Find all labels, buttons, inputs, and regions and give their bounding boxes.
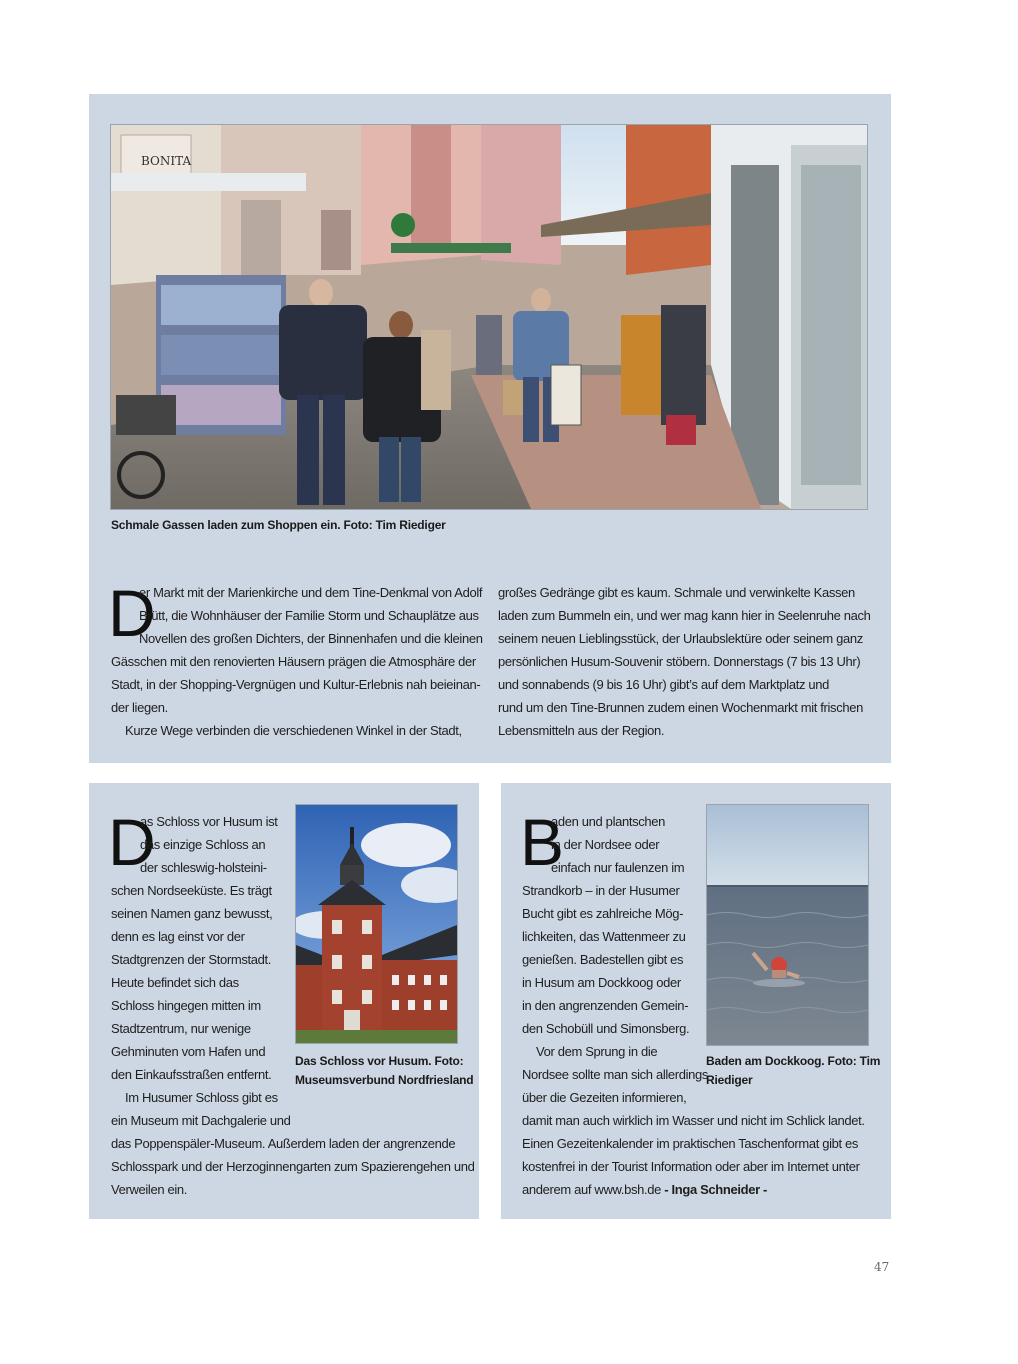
text-line: Gässchen mit den renovierten Häusern prägen die Atmosphäre der [111, 654, 476, 669]
caption-line: Museumsverbund Nordfriesland [295, 1073, 474, 1087]
text-line: das Poppenspäler-Museum. Außerdem laden der angrenzende [111, 1136, 456, 1151]
text-line: Schloss hingegen mitten im [111, 998, 261, 1013]
text-line: seinem neuen Lieblingsstück, der Urlaubslektüre oder seinem ganz [498, 631, 863, 646]
castle-dropcap: D [108, 805, 156, 879]
text-line: as Schloss vor Husum ist [140, 814, 278, 829]
text-line: kostenfrei in der Tourist Information oder aber im Internet unter [522, 1159, 860, 1174]
text-line: Vor dem Sprung in die [536, 1044, 658, 1059]
text-line: rund um den Tine-Brunnen zudem einen Wochenmarkt mit frischen [498, 700, 863, 715]
text-line: Einen Gezeitenkalender im praktischen Taschenformat gibt es [522, 1136, 859, 1151]
top-photo-caption: Schmale Gassen laden zum Shoppen ein. Foto: Tim Riediger [111, 518, 446, 532]
text-line: in der Nordsee oder [551, 837, 660, 852]
text-line: schen Nordseeküste. Es trägt [111, 883, 272, 898]
shop-sign-text: BONITA [141, 154, 192, 168]
text-line: persönlichen Husum-Souvenir stöbern. Donnerstags (7 bis 13 Uhr) [498, 654, 861, 669]
street-shopping-photo [110, 124, 868, 510]
text-line: großes Gedränge gibt es kaum. Schmale und verwinkelte Kassen [498, 585, 855, 600]
text-line: das einzige Schloss an [140, 837, 266, 852]
caption-line: Baden am Dockkoog. Foto: Tim [706, 1054, 881, 1068]
text-fragment: anderem auf www.bsh.de [522, 1182, 661, 1197]
beach-article-text [520, 805, 882, 1201]
text-line: laden zum Bummeln ein, und wer mag kann hier in Seelenruhe nach [498, 608, 871, 623]
top-dropcap: D [108, 576, 156, 650]
text-line: Strandkorb – in der Husumer [522, 883, 680, 898]
text-line: in den angrenzenden Gemein- [522, 998, 689, 1013]
caption-line: Das Schloss vor Husum. Foto: [295, 1054, 464, 1068]
text-line: der schleswig-holsteini- [140, 860, 267, 875]
text-line: Gehminuten vom Hafen und [111, 1044, 266, 1059]
text-line: in Husum am Dockkoog oder [522, 975, 681, 990]
text-line: Novellen des großen Dichters, der Binnenhafen und die kleinen [139, 631, 483, 646]
text-line: den Schobüll und Simonsberg. [522, 1021, 690, 1036]
text-line: den Einkaufsstraßen entfernt. [111, 1067, 272, 1082]
text-line: denn es lag einst vor der [111, 929, 245, 944]
castle-article-text [111, 810, 475, 1201]
text-line: Stadtgrenzen der Stormstadt. [111, 952, 272, 967]
page-number: 47 [874, 1260, 890, 1274]
text-line: Bucht gibt es zahlreiche Mög- [522, 906, 684, 921]
top-article-col1 [111, 581, 481, 742]
caption-line: Riediger [706, 1073, 753, 1087]
text-line: Brütt, die Wohnhäuser der Familie Storm und Schauplätze aus [139, 608, 479, 623]
text-line: Stadt, in der Shopping-Vergnügen und Kultur-Erlebnis nah beieinan- [111, 677, 481, 692]
text-line: seinen Namen ganz bewusst, [111, 906, 273, 921]
text-line: damit man auch wirklich im Wasser und nicht im Schlick landet. [522, 1113, 865, 1128]
text-line: Schlosspark und der Herzoginnengarten zum Spazierengehen und [111, 1159, 475, 1174]
text-line: der liegen. [111, 700, 168, 715]
author-credit: - Inga Schneider - [664, 1182, 768, 1197]
beach-dropcap: B [520, 805, 565, 879]
text-line-last [522, 1178, 882, 1201]
text-line: über die Gezeiten informieren, [522, 1090, 687, 1105]
text-line: Lebensmitteln aus der Region. [498, 723, 665, 738]
text-line: einfach nur faulenzen im [551, 860, 685, 875]
text-line: er Markt mit der Marienkirche und dem Tine-Denkmal von Adolf [139, 585, 483, 600]
top-article-col2 [498, 581, 871, 742]
text-line: ein Museum mit Dachgalerie und [111, 1113, 291, 1128]
text-line: Nordsee sollte man sich allerdings [522, 1067, 709, 1082]
text-line: und sonnabends (9 bis 16 Uhr) gibt’s auf dem Marktplatz und [498, 677, 830, 692]
text-line: genießen. Badestellen gibt es [522, 952, 684, 967]
text-line: aden und plantschen [551, 814, 666, 829]
text-line: Heute befindet sich das [111, 975, 239, 990]
text-line: lichkeiten, das Wattenmeer zu [522, 929, 686, 944]
text-line: Kurze Wege verbinden die verschiedenen Winkel in der Stadt, [125, 723, 462, 738]
text-line: Im Husumer Schloss gibt es [125, 1090, 278, 1105]
text-line: Verweilen ein. [111, 1182, 188, 1197]
text-line: Stadtzentrum, nur wenige [111, 1021, 251, 1036]
